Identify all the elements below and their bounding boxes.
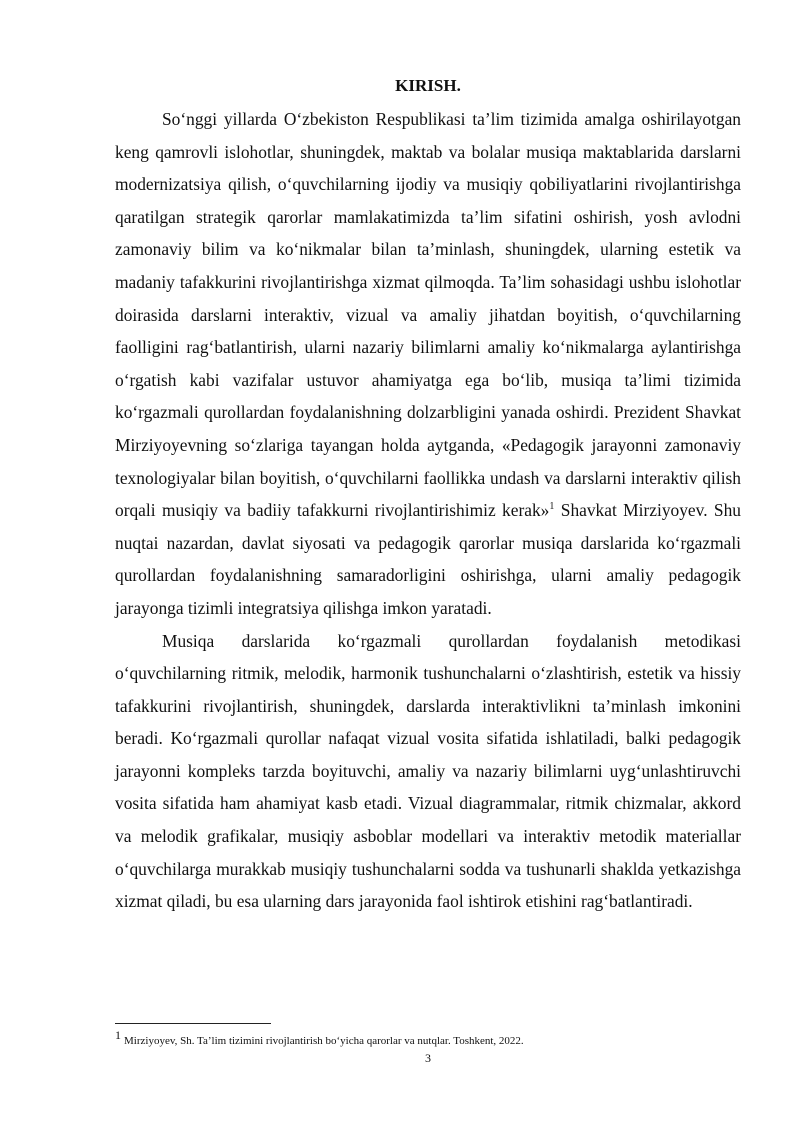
paragraph-1-continuation: Shavkat Mirziyoyev. Shu nuqtai nazardan, davlat siyosati va pedagogik qarorlar musiqa darslarida ko‘rgazmali qurollardan foydalanishning samaradorligini oshirishga, ularni amaliy pedagogik jarayonga tizimli integratsiya qilishga imkon yaratadi. <box>115 500 741 618</box>
footnote-text: Mirziyoyev, Sh. Ta’lim tizimini rivojlantirish bo‘yicha qarorlar va nutqlar. Toshkent, 2022. <box>124 1035 524 1047</box>
paragraph-1-text: So‘nggi yillarda O‘zbekiston Respublikasi ta’lim tizimida amalga oshirilayotgan keng qamrovli islohotlar, shuningdek, maktab va bolalar musiqa maktablarida darslarni modernizatsiya qilish, o‘quvchilarning ijodiy va musiqiy qobiliyatlarini rivojlantirishga qaratilgan strategik qarorlar mamlakatimizda ta’lim sifatini oshirish, yosh avlodni zamonaviy bilim va ko‘nikmalar bilan ta’minlash, shuningdek, ularning estetik va madaniy tafakkurini rivojlantirishga xizmat qilmoqda. Ta’lim sohasidagi ushbu islohotlar doirasida darslarni interaktiv, vizual va amaliy jihatdan boyitish, o‘quvchilarning faolligini rag‘batlantirish, ularni nazariy bilimlarni amaliy ko‘nikmalarga aylantirishga o‘rgatish kabi vazifalar ustuvor ahamiyatga ega bo‘lib, musiqa ta’limi tizimida ko‘rgazmali qurollardan foydalanishning dolzarbligini yanada oshirdi. Prezident Shavkat Mirziyoyevning so‘zlariga tayangan holda aytganda, «Pedagogik jarayonni zamonaviy texnologiyalar bilan boyitish, o‘quvchilarni faollikka undash va darslarni interaktiv qilish orqali musiqiy va badiiy tafakkurni rivojlantirishimiz kerak» <box>115 109 741 521</box>
paragraph-1 <box>115 103 741 625</box>
section-heading: KIRISH. <box>395 76 461 95</box>
footnote-reference: 1 <box>549 501 555 513</box>
footnote-separator <box>115 1023 271 1024</box>
footnote-mark: 1 <box>115 1028 121 1043</box>
paragraph-2: Musiqa darslarida ko‘rgazmali qurollardan foydalanish metodikasi o‘quvchilarning ritmik, melodik, harmonik tushunchalarni o‘zlashtirish, estetik va hissiy tafakkurini rivojlantirish, shuningdek, darslarda interaktivlikni ta’minlash imkonini beradi. Ko‘rgazmali qurollar nafaqat vizual vosita sifatida ishlatiladi, balki pedagogik jarayonni kompleks tarzda boyituvchi, amaliy va nazariy bilimlarni uyg‘unlashtiruvchi vosita sifatida ham ahamiyat kasb etadi. Vizual diagrammalar, ritmik chizmalar, akkord va melodik grafikalar, musiqiy asboblar modellari va interaktiv metodik materiallar o‘quvchilarga murakkab musiqiy tushunchalarni sodda va tushunarli shaklda yetkazishga xizmat qiladi, bu esa ularning dars jarayonida faol ishtirok etishini rag‘batlantiradi. <box>115 630 741 912</box>
body-text <box>115 103 741 918</box>
footnote <box>115 1028 741 1048</box>
page-number: 3 <box>425 1051 431 1065</box>
